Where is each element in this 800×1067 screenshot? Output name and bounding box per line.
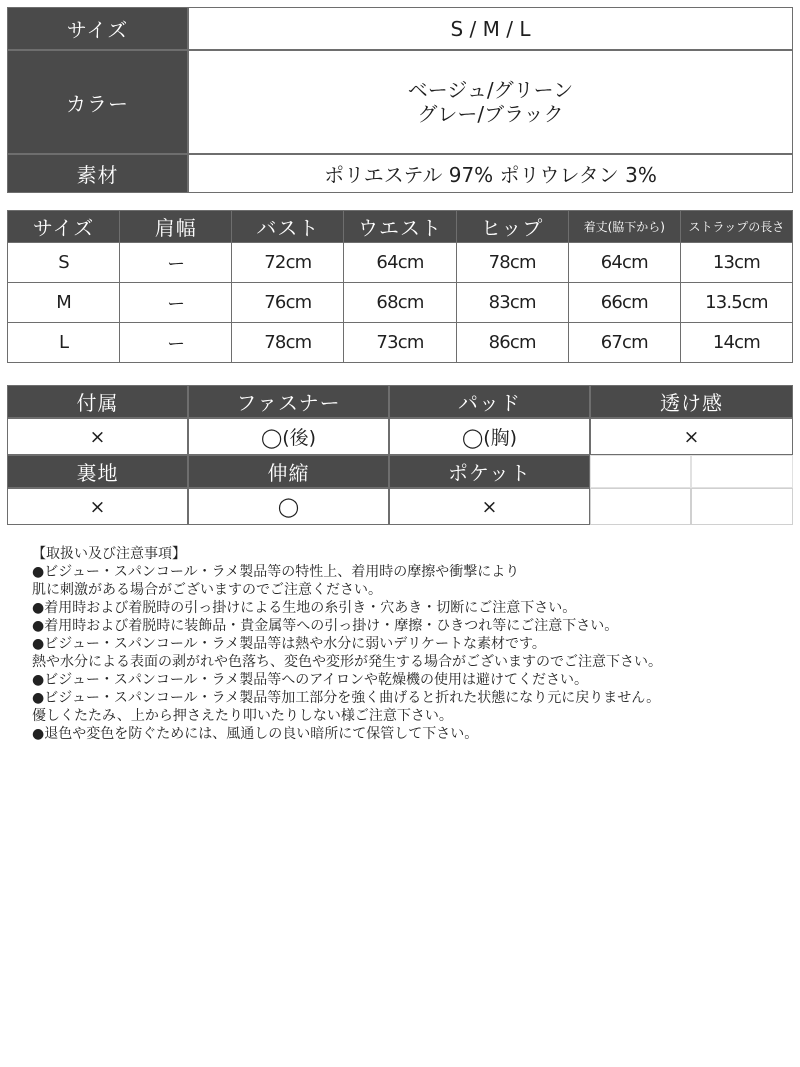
- size-cell: 64cm: [344, 243, 456, 283]
- attr-value-accessories: ×: [7, 418, 188, 455]
- size-cell: 76cm: [232, 283, 344, 323]
- size-header-waist: ウエスト: [344, 211, 456, 243]
- notes-line: ●ビジュー・スパンコール・ラメ製品等へのアイロンや乾燥機の使用は避けてください。: [32, 672, 588, 688]
- attr-value-pocket: ×: [389, 488, 590, 525]
- spec-value-color: [188, 50, 793, 154]
- notes-line: ●ビジュー・スパンコール・ラメ製品等は熱や水分に弱いデリケートな素材です。: [32, 636, 546, 652]
- empty-cell: [691, 488, 793, 525]
- notes-line: ●ビジュー・スパンコール・ラメ製品等加工部分を強く曲げると折れた状態になり元に戻りません。: [32, 690, 661, 706]
- spec-table: [7, 7, 793, 193]
- size-cell: 14cm: [680, 323, 792, 363]
- spec-label-size: サイズ: [7, 7, 188, 50]
- attr-value-zipper: ◯(後): [188, 418, 389, 455]
- attr-value-row-1: [7, 418, 793, 455]
- size-cell: ー: [120, 243, 232, 283]
- attr-header-accessories: 付属: [7, 385, 188, 418]
- size-cell: 67cm: [568, 323, 680, 363]
- empty-cell: [590, 455, 691, 488]
- size-header-bust: バスト: [232, 211, 344, 243]
- notes-line: ●ビジュー・スパンコール・ラメ製品等の特性上、着用時の摩擦や衝撃により: [32, 564, 520, 580]
- color-line-2: グレー/ブラック: [417, 102, 564, 126]
- notes-line: ●着用時および着脱時に装飾品・貴金属等への引っ掛け・摩擦・ひきつれ等にご注意下さい。: [32, 618, 619, 634]
- attr-value-stretch: ◯: [188, 488, 389, 525]
- spec-label-material: 素材: [7, 154, 188, 193]
- size-header-length: 着丈(脇下から): [568, 211, 680, 243]
- notes-line: 熱や水分による表面の剥がれや色落ち、変色や変形が発生する場合がございますのでご注意下さい。: [32, 654, 662, 670]
- care-notes: [32, 545, 792, 743]
- notes-line: ●着用時および着脱時の引っ掛けによる生地の糸引き・穴あき・切断にご注意下さい。: [32, 600, 577, 616]
- spec-row-size: [7, 7, 793, 50]
- size-header-shoulder: 肩幅: [120, 211, 232, 243]
- attributes-grid: [7, 385, 793, 525]
- notes-line: 優しくたたみ、上から押さえたり叩いたりしない様ご注意下さい。: [32, 708, 453, 724]
- spec-value-size: S / M / L: [188, 7, 793, 50]
- attr-header-stretch: 伸縮: [188, 455, 389, 488]
- attr-header-pad: パッド: [389, 385, 590, 418]
- attr-value-sheerness: ×: [590, 418, 793, 455]
- table-row: [8, 283, 793, 323]
- size-cell: 83cm: [456, 283, 568, 323]
- size-cell: S: [8, 243, 120, 283]
- notes-line: 肌に刺激がある場合がございますのでご注意ください。: [32, 582, 382, 598]
- size-header-size: サイズ: [8, 211, 120, 243]
- size-cell: 72cm: [232, 243, 344, 283]
- attr-value-lining: ×: [7, 488, 188, 525]
- attr-header-row-2: [7, 455, 793, 488]
- attr-header-row-1: [7, 385, 793, 418]
- size-cell: 66cm: [568, 283, 680, 323]
- size-table-header-row: [8, 211, 793, 243]
- color-line-1: ベージュ/グリーン: [407, 78, 574, 102]
- size-cell: ー: [120, 283, 232, 323]
- attr-value-pad: ◯(胸): [389, 418, 590, 455]
- size-cell: 73cm: [344, 323, 456, 363]
- spec-label-color: カラー: [7, 50, 188, 154]
- size-cell: 78cm: [456, 243, 568, 283]
- spec-row-color: [7, 50, 793, 154]
- size-cell: 78cm: [232, 323, 344, 363]
- table-row: [8, 323, 793, 363]
- table-row: [8, 243, 793, 283]
- empty-cell: [590, 488, 691, 525]
- size-cell: ー: [120, 323, 232, 363]
- size-cell: M: [8, 283, 120, 323]
- empty-cell: [691, 455, 793, 488]
- attr-header-lining: 裏地: [7, 455, 188, 488]
- attr-value-row-2: [7, 488, 793, 525]
- size-cell: 68cm: [344, 283, 456, 323]
- attr-header-zipper: ファスナー: [188, 385, 389, 418]
- size-cell: 64cm: [568, 243, 680, 283]
- spec-value-material: ポリエステル 97% ポリウレタン 3%: [188, 154, 793, 193]
- size-cell: L: [8, 323, 120, 363]
- size-header-strap: ストラップの長さ: [680, 211, 792, 243]
- size-header-hip: ヒップ: [456, 211, 568, 243]
- spec-row-material: [7, 154, 793, 193]
- size-cell: 13.5cm: [680, 283, 792, 323]
- size-table: [7, 210, 793, 363]
- size-cell: 86cm: [456, 323, 568, 363]
- size-cell: 13cm: [680, 243, 792, 283]
- attr-header-sheerness: 透け感: [590, 385, 793, 418]
- notes-line: ●退色や変色を防ぐためには、風通しの良い暗所にて保管して下さい。: [32, 726, 479, 742]
- notes-title: 【取扱い及び注意事項】: [32, 546, 186, 562]
- attr-header-pocket: ポケット: [389, 455, 590, 488]
